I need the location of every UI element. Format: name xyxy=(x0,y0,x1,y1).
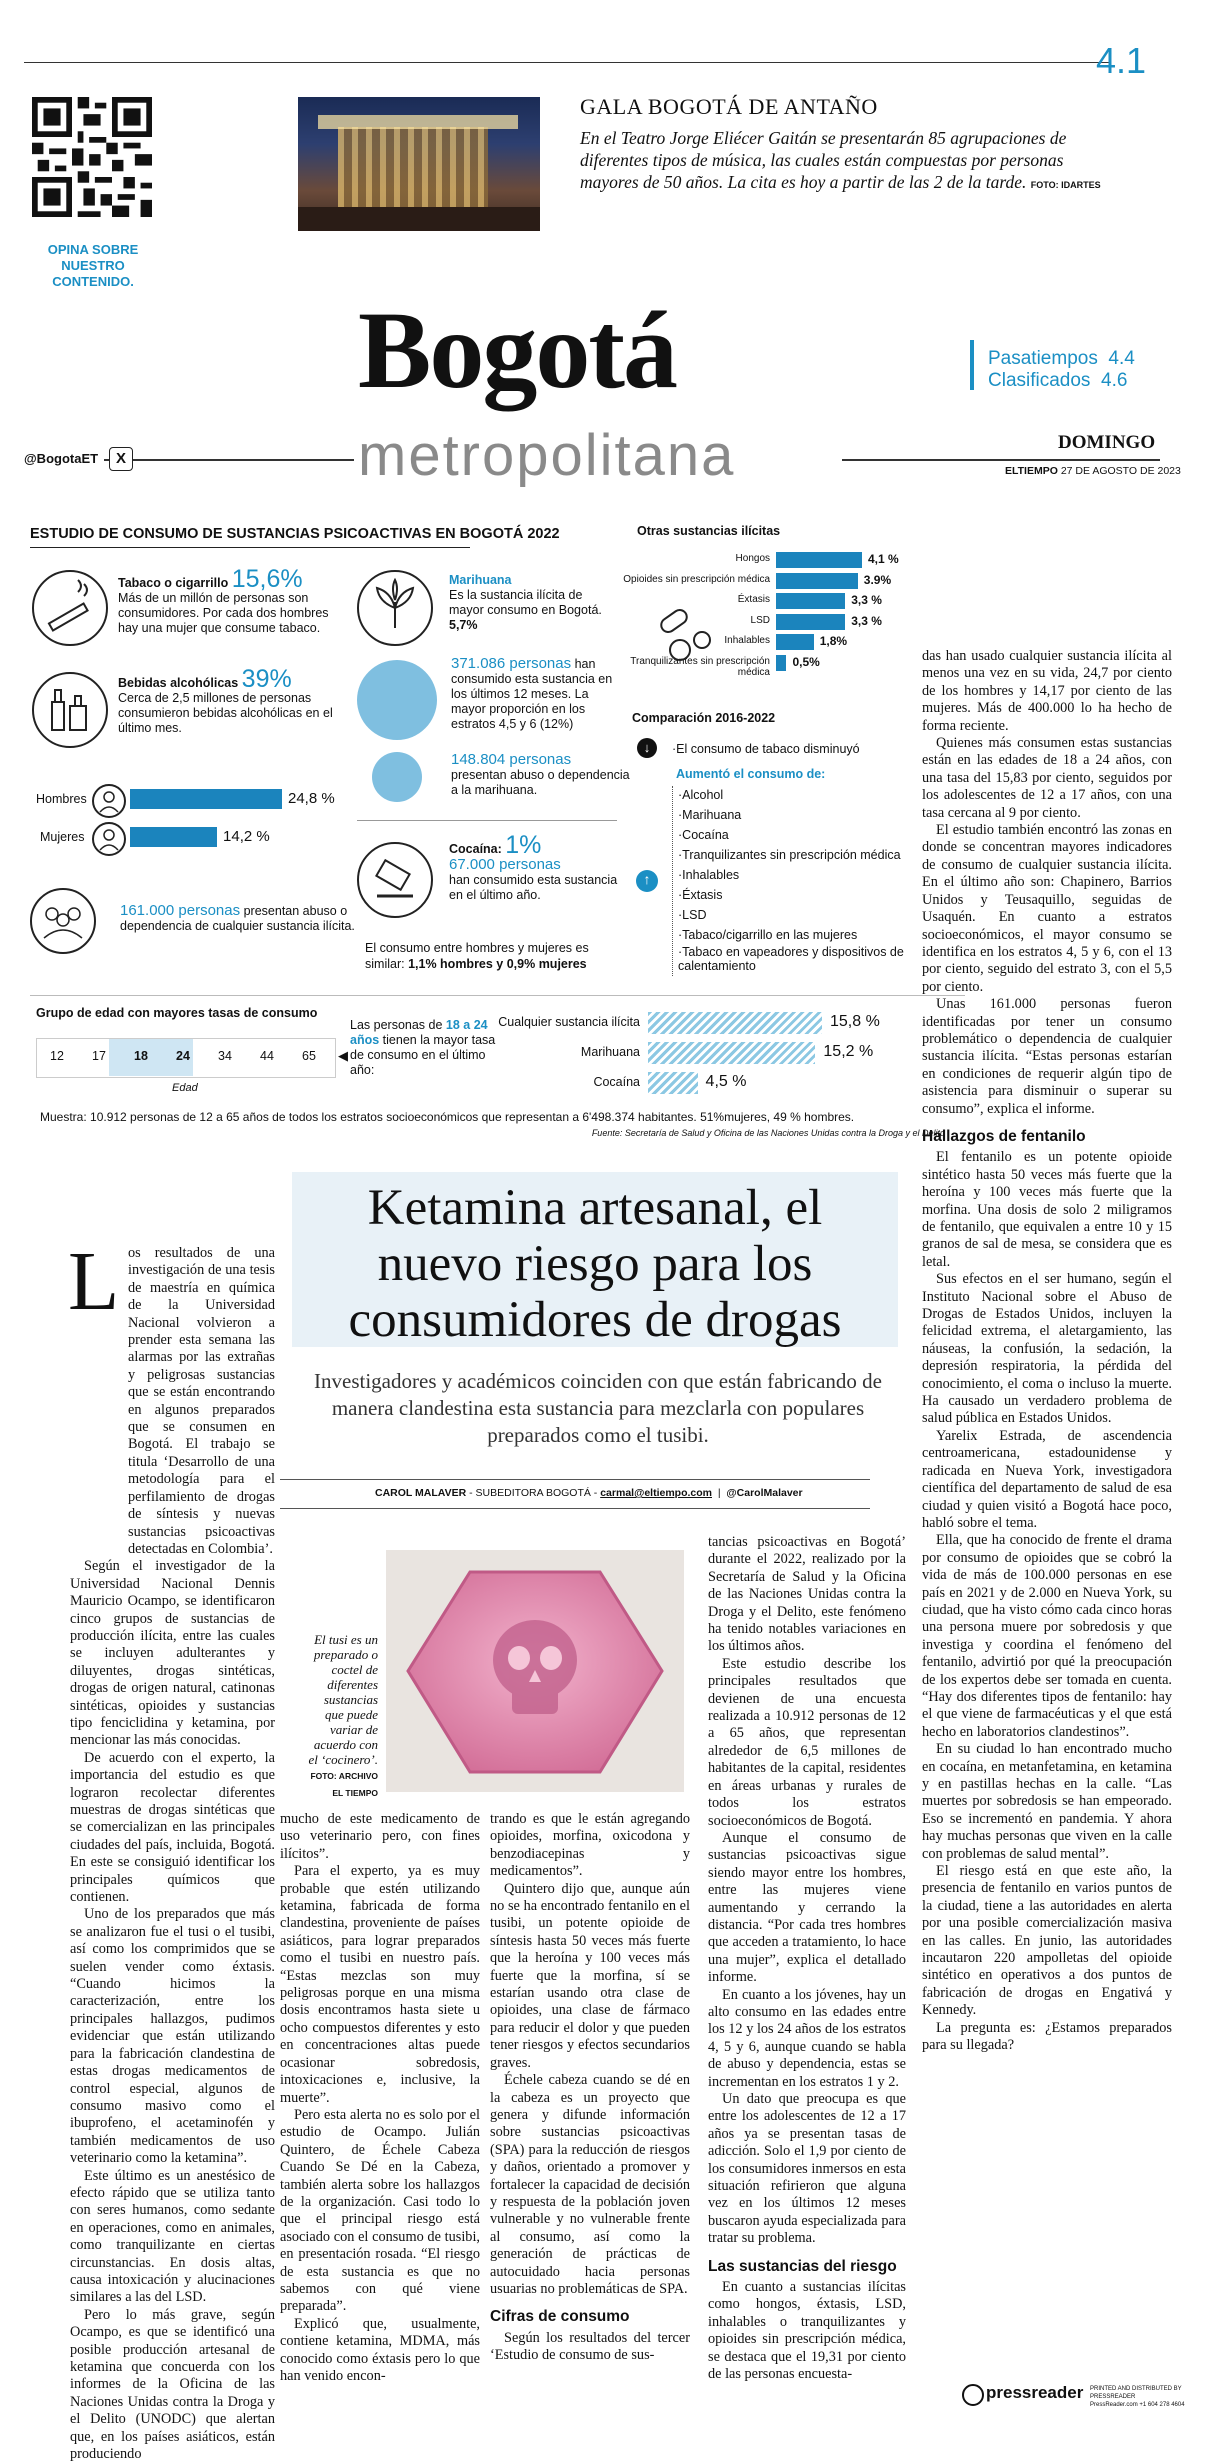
cigarette-icon xyxy=(32,570,108,646)
otras-value: 3,3 % xyxy=(851,593,882,607)
infographic-title-rule xyxy=(30,547,470,548)
abuse-block: 161.000 personas presentan abuso o dependencia de cualquier sustancia ilícita. xyxy=(120,902,355,933)
dek: Investigadores y académicos coinciden con que están fabricando de manera clandestina esta sustancia para mezclarla con populares preparados como el tusibi. xyxy=(314,1369,882,1447)
consumers-circle xyxy=(357,660,437,740)
age-tick: 18 xyxy=(134,1049,148,1063)
pressreader-note: PRINTED AND DISTRIBUTED BY PRESSREADER PressReader.com +1 604 278 4604 xyxy=(1090,2386,1185,2408)
comparison-up-item: ·Tabaco/cigarrillo en las mujeres xyxy=(678,928,858,942)
twitter-handle[interactable]: @BogotaET xyxy=(24,451,104,466)
top-rule xyxy=(24,62,1109,63)
comparison-down: ·El consumo de tabaco disminuyó xyxy=(672,742,860,756)
age-rate-bar xyxy=(648,1042,815,1064)
byline-rule-bottom xyxy=(280,1508,870,1509)
article-col-4: tancias psicoactivas en Bogotá’ durante el 2022, realizado por la Secretaría de Salud y la Oficina de las Naciones Unidas contra la Droga y el Delito, este fenómeno ha tenido notables variaciones en los últimos años. Este estudio describe los principales resultados que devienen de una encuesta realizada a 10.912 personas de 12 a 65 años, que representan alrededor de 6,5 millones de habitantes de la capital, residentes en áreas urbanas y rurales de todos los estratos socioeconómicos de Bogotá. Aunque el consumo de sustancias psicoactivas sigue siendo mayor entre los hombres, entre las mujeres viene aumentando y cerrando la distancia. “Por cada tres hombres que acceden a tratamiento, lo hace una mujer”, explica el detallado informe. En cuanto a los jóvenes, hay un alto consumo en las edades entre los 12 y los 24 años de los estratos 4, 5 y 6, aunque cuando se habla de abuso y dependencia, estas se incrementan en los estratos 1 y 2. Un dato que preocupa es que entre los adolescentes de 12 a 17 años ya se presentan tasas de adicción. Solo el 1,9 por ciento de los consumidores inmersos en esta situación refirieron que alguna vez en los últimos 12 meses buscaron ayuda especializada para tratar su problema. Las sustancias del riesgo En cuanto a sustancias ilícitas como hongos, éxtasis, LSD, inhalables o tranquilizantes y opioides sin prescripción médica, se destaca que el 19,31 por ciento de las personas encuesta- xyxy=(708,1534,906,2383)
pressreader-logo-icon xyxy=(962,2384,984,2406)
dropcap: L xyxy=(68,1235,120,1328)
comparison-up-item: ·Alcohol xyxy=(678,788,724,802)
mar-consumers-block: 371.086 personas han consumido esta sustancia en los últimos 12 meses. La mayor proporción en los estratos 4,5 y 6 (12%) xyxy=(451,655,613,731)
otras-title: Otras sustancias ilícitas xyxy=(637,524,781,538)
woman-icon xyxy=(92,822,126,856)
promo-text: En el Teatro Jorge Eliécer Gaitán se presentarán 85 agrupaciones de diferentes tipos de música, las cuales están compuestas por personas mayores de 50 años. La cita es hoy a partir de las 2 de la tarde. FOTO: IDARTES xyxy=(580,128,1101,192)
otras-label: Opioides sin prescripción médica xyxy=(623,573,770,585)
otras-bar xyxy=(776,593,845,609)
promo-title: GALA BOGOTÁ DE ANTAÑO xyxy=(580,94,878,119)
source-note: Fuente: Secretaría de Salud y Oficina de las Naciones Unidas contra la Droga y el Delito xyxy=(591,1128,945,1138)
byline: CAROL MALAVER - SUBEDITORA BOGOTÁ - carmal@eltiempo.com | @CarolMalaver xyxy=(375,1487,803,1499)
day-label: DOMINGO xyxy=(1058,432,1156,453)
age-tick: 12 xyxy=(50,1049,64,1063)
age-rate-label: Marihuana xyxy=(580,1045,640,1059)
age-tick: 65 xyxy=(302,1049,316,1063)
byline-rule-top xyxy=(280,1479,870,1480)
age-tick: 24 xyxy=(176,1049,190,1063)
gender-value: 14,2 % xyxy=(223,828,270,845)
marihuana-block: Marihuana Es la sustancia ilícita de mayor consumo en Bogotá. 5,7% xyxy=(449,573,602,632)
promo-credit: FOTO: IDARTES xyxy=(1030,180,1101,190)
comparison-up-item: ·Tabaco en vapeadores y dispositivos de calentamiento xyxy=(678,945,904,973)
otras-bar xyxy=(776,552,862,568)
gender-bar xyxy=(130,827,217,847)
article-col-1: os resultados de una investigación de una tesis de maestría en química de la Universidad Nacional volvieron a prender esta semana las alarmas por las extrañas y peligrosas sustancias que se están encontrando en algunos preparados que se consumen en Bogotá. El trabajo se titula ‘Desarrollo de una metodología para el perfilamiento de drogas de síntesis y nuevas sustancias psicoactivas detectadas en Colombia’. Según el investigador de la Universidad Nacional Dennis Mauricio Ocampo, se identificaron cinco grupos de sustancias de producción ilícita, entre las cuales se incluyen adulterantes y diluyentes, drogas sintéticas, drogas de origen natural, catinonas sintéticas, opioides y sustancias tipo fenciclidina y ketamina, por mencionar las más conocidas. De acuerdo con el experto, la importancia del estudio es que lograron recolectar diferentes muestras de drogas sintéticas que se comercializan en las principales ciudades del país, incluida, Bogotá. En este se consiguió identificar los principales químicos que contienen. Uno de los preparados que más se analizaron fue el tusi o el tusibi, así como los comprimidos que se suelen vender como éxtasis. “Cuando hicimos la caracterización, entre los principales hallazgos, pudimos evidenciar que están utilizando para la fabricación clandestina de estas drogas medicamentos de control especial, algunos de consumo masivo como el ibuprofeno, el acetaminofén y también medicamentos de uso veterinario como la ketamina”. Este último es un anestésico de efecto rápido que se utiliza tanto con seres humanos, como sedante en operaciones, como en animales, como tranquilizante en ciertas circunstancias. En dosis altas, causa intoxicación y alucinaciones similares a las del LSD. Pero lo más grave, según Ocampo, es que se identificó una posible producción artesanal de ketamina que concuerda con los informes de la Oficina de las Naciones Unidas contra la Droga y el Delito (UNODC) que alertan que, en los países asiáticos, están produciendo xyxy=(70,1245,275,2463)
otras-label: Tranquilizantes sin prescripción médica xyxy=(630,655,770,678)
man-icon xyxy=(92,784,126,818)
comparison-up-item: ·Marihuana xyxy=(678,808,742,822)
age-rate-label: Cocaína xyxy=(593,1075,640,1089)
page-number: 4.1 xyxy=(1096,40,1147,81)
comparison-up-list xyxy=(678,785,928,973)
article-col-3: trando es que le están agregando opioides, morfina, oxicodona y benzodiacepinas y medicamentos”. Quintero dijo que, aunque aún no se ha encontrado fentanilo en el tusibi, un potente opioide de síntesis hasta 50 veces más fuerte que la heroína y 100 veces más fuerte que la morfina, sí se estarían usando otra clase de opioides, una clase de fármaco para reducir el dolor y que pueden tener riesgos y efectos secundarios graves. Échele cabeza cuando se dé en la cabeza es un proyecto que genera y difunde información sobre sustancias psicoactivas (SPA) para la reducción de riesgos y daños, orientado a promover y fortalecer la capacidad de decisión y respuesta de la población joven vulnerable y no vulnerable frente al consumo, así como la generación de prácticas de autocuidado hacia personas usuarias no problemáticas de SPA. Cifras de consumo Según los resultados del tercer ‘Estudio de consumo de sus- xyxy=(490,1811,690,2364)
article-col-5: das han usado cualquier sustancia ilícita al menos una vez en su vida, 24,7 por ciento de los hombres y 14,17 por ciento de las mujeres. Más de 400.000 lo ha hecho de forma reciente. Quienes más consumen estas sustancias están en las edades de 18 a 24 años, con una tasa del 15,83 por ciento, seguidos por los adolescentes de 12 a 17 años, con una tasa cercana al 9 por ciento. El estudio también encontró las zonas en donde se concentran mayores indicadores de consumo de cualquier sustancia ilícita. En el último año son: Chapinero, Barrios Unidos y Teusaquillo, seguidas de Usaquén. En cuanto a estratos socioeconómicos, el mayor consumo se identifica en los estratos 4, 5 y 6, con el 13 por ciento, seguido del estrato 3, con el 5,5 por ciento. Unas 161.000 personas fueron identificadas por tener un consumo problemático o dependencia de cualquier sustancia ilícita. “Estas personas estarían en condiciones de requerir algún tipo de asistencia para disminuir o superar su consumo”, explica el informe. Hallazgos de fentanilo El fentanilo es un potente opioide sintético hasta 50 veces más fuerte que la heroína y 100 veces más fuerte que la morfina. Una dosis de solo 2 miligramos de fentanilo, que equivalen a entre 10 y 15 granos de sal de mesa, se considera que es letal. Sus efectos en el ser humano, según el Instituto Nacional sobre el Abuso de Drogas de Estados Unidos, incluyen la felicidad extrema, el aletargamiento, las náuseas, la confusión, la sedación, la depresión respiratoria, la pérdida del conocimiento, el coma o incluso la muerte. Ha causado un verdadero problema de salud pública en Estados Unidos. Yarelix Estrada, de ascendencia centroamericana, estadounidense y radicada en Nueva York, investigadora científica del departamento de salud de esa ciudad y quien visitó a Bogotá hace poco, habló sobre el tema. Ella, que ha conocido de frente el drama por consumo de opioides que se cobró la vida de más de 100.000 personas en ese país en 2021 y de 2.000 en Nueva York, su ciudad, que ha visto cómo cada cinco horas una persona muere por sobredosis y que investiga y coordina el fenómeno del fentanilo, advirtió por qué la preocupación de los expertos debe ser tomada en cuenta. “Hay dos diferentes tipos de fentanilo: hay el que viene de farmacéuticas y el que está hecho en laboratorios clandestinos”. En su ciudad lo han encontrado mucho en cocaína, en metanfetamina, en ketamina y en pastillas hechas en la calle. “Las muertes por sobredosis se han empeorado. Eso se incrementó en pandemia. Y ahora hay muchas personas que viven en la calle con problemas de salud mental”. El riesgo está en que este año, la presencia de fentanilo en varios puntos de la ciudad, tiene a las autoridades en alerta por una posible comercialización masiva en las calles. En junio, las autoridades incautaron 220 ampolletas del opioide sintético en operativos a dos puntos de fabricación de drogas en Engativá y Kennedy. La pregunta es: ¿Estamos preparados para su llegada? xyxy=(922,648,1172,2054)
bottles-icon xyxy=(32,672,108,748)
comparison-up-item: ·LSD xyxy=(678,908,707,922)
gender-label: Mujeres xyxy=(40,830,85,844)
group-icon xyxy=(30,888,96,954)
otras-label: Hongos xyxy=(735,553,770,564)
arrow-left-icon: ◀ xyxy=(338,1048,348,1063)
masthead-rule-right xyxy=(842,459,1160,461)
byline-email[interactable]: carmal@eltiempo.com xyxy=(600,1487,712,1499)
comparison-up-title: Aumentó el consumo de: xyxy=(676,767,826,781)
divider xyxy=(30,995,965,996)
gender-label: Hombres xyxy=(36,792,87,806)
index-item: Pasatiempos 4.4 xyxy=(988,348,1135,369)
x-logo-icon[interactable]: X xyxy=(109,447,133,471)
age-tick: 34 xyxy=(218,1049,232,1063)
age-rate-bar xyxy=(648,1072,698,1094)
pressreader-brand[interactable]: pressreader xyxy=(986,2383,1084,2402)
otras-value: 3,3 % xyxy=(851,613,882,628)
cocaine-card-icon xyxy=(357,842,433,918)
comparison-title: Comparación 2016-2022 xyxy=(632,711,776,725)
sample-note: Muestra: 10.912 personas de 12 a 65 años de todos los estratos socioeconómicos que representan a 6'498.374 habitantes. 51%mujeres, 49 % hombres. xyxy=(40,1110,855,1124)
comparison-bracket xyxy=(672,786,675,976)
otras-label: Inhalables xyxy=(724,635,770,646)
age-title: Grupo de edad con mayores tasas de consumo xyxy=(36,1006,318,1020)
pills-icon xyxy=(652,600,722,670)
section-title: Bogotá xyxy=(358,289,676,411)
otras-value: 3.9% xyxy=(863,572,892,587)
cocaine-block: Cocaína: 1% 67.000 personas han consumido esta sustancia en el último año. xyxy=(449,831,618,902)
comparison-up-item: ·Éxtasis xyxy=(678,888,723,902)
age-rate-value: 15,2 % xyxy=(823,1043,874,1060)
section-index xyxy=(988,348,1135,392)
otras-value: 0,5% xyxy=(792,654,820,669)
alcohol-block: Bebidas alcohólicas 39% Cerca de 2,5 millones de personas consumieron bebidas alcohólicas en el último mes. xyxy=(118,665,333,735)
infographic-title: ESTUDIO DE CONSUMO DE SUSTANCIAS PSICOACTIVAS EN BOGOTÁ 2022 xyxy=(30,526,560,542)
otras-value: 4,1 % xyxy=(868,552,899,566)
otras-label: Éxtasis xyxy=(737,594,770,605)
mar-abuse-block: 148.804 personas presentan abuso o dependencia a la marihuana. xyxy=(451,751,630,797)
promo-photo[interactable] xyxy=(298,97,540,231)
qr-caption: OPINA SOBRE NUESTRO CONTENIDO. xyxy=(47,242,139,289)
age-axis-label: Edad xyxy=(172,1082,198,1094)
age-tick: 44 xyxy=(260,1049,274,1063)
byline-handle[interactable]: @CarolMalaver xyxy=(726,1487,803,1499)
article-col-2: mucho de este medicamento de uso veterinario pero, con fines ilícitos”. Para el experto, ya es muy probable que estén utilizando ketamina, fabricada de forma clandestina, proveniente de países asiáticos, para lograr preparados como el tusibi en nuestro país. “Estas mezclas son muy peligrosas porque en una misma dosis encontramos hasta siete u ocho compuestos diferentes y esto en concentraciones altas puede ocasionar sobredosis, intoxicaciones e, inclusive, la muerte”. Pero esta alerta no es solo por el estudio de Ocampo. Julián Quintero, de Échele Cabeza Cuando Se Dé en la Cabeza, también alerta sobre los hallazgos de la organización. Casi todo lo que el principal riesgo está asociado con el consumo de tusibi, en presentación rosada. “El riesgo de esta sustancia es que no sabemos con qué viene preparada”. Explicó que, usualmente, contiene ketamina, MDMA, más conocido como éxtasis pero lo que han venido encon- xyxy=(280,1811,480,2384)
gender-note: El consumo entre hombres y mujeres es similar: 1,1% hombres y 0,9% mujeres xyxy=(365,941,589,971)
photo-caption: El tusi es un preparado o coctel de diferentes sustancias que puede variar de acuerdo con el ‘cocinero’. FOTO: ARCHIVO EL TIEMPO xyxy=(308,1632,378,1798)
index-accent xyxy=(970,340,974,390)
gender-bar xyxy=(130,789,282,809)
otras-bar xyxy=(776,655,786,671)
arrow-up-icon: ↑ xyxy=(636,870,658,892)
section-subtitle: metropolitana xyxy=(358,423,736,488)
otras-value: 1,8% xyxy=(819,634,848,648)
age-rate-value: 4,5 % xyxy=(705,1073,747,1090)
age-rate-bar xyxy=(648,1012,822,1034)
arrow-down-icon: ↓ xyxy=(637,738,657,758)
comparison-up-item: ·Inhalables xyxy=(678,868,740,882)
divider xyxy=(357,820,617,821)
tusi-photo[interactable] xyxy=(386,1550,684,1792)
date-line: ELTIEMPO 27 DE AGOSTO DE 2023 xyxy=(1005,465,1181,477)
headline: Ketamina artesanal, el nuevo riesgo para los consumidores de drogas xyxy=(348,1180,842,1348)
age-note: Las personas de 18 a 24 años tienen la mayor tasa de consumo en el último año: xyxy=(350,1018,496,1077)
age-tick: 17 xyxy=(92,1049,106,1063)
index-item: Clasificados 4.6 xyxy=(988,370,1128,391)
age-rate-value: 15,8 % xyxy=(830,1013,880,1030)
otras-bar xyxy=(776,614,845,630)
comparison-up-item: ·Cocaína xyxy=(678,828,729,842)
abuse-circle xyxy=(372,752,422,802)
age-rate-label: Cualquier sustancia ilícita xyxy=(498,1015,640,1029)
tobacco-block: Tabaco o cigarrillo 15,6% Más de un millón de personas son consumidores. Por cada dos hombres hay una mujer que consume tabaco. xyxy=(118,565,329,635)
otras-bar xyxy=(776,634,814,650)
comparison-up-item: ·Tranquilizantes sin prescripción médica xyxy=(678,848,901,862)
gender-value: 24,8 % xyxy=(288,790,335,807)
otras-label: LSD xyxy=(750,614,770,626)
otras-bar xyxy=(776,573,858,589)
qr-code[interactable] xyxy=(32,97,152,217)
cannabis-leaf-icon xyxy=(357,570,433,646)
